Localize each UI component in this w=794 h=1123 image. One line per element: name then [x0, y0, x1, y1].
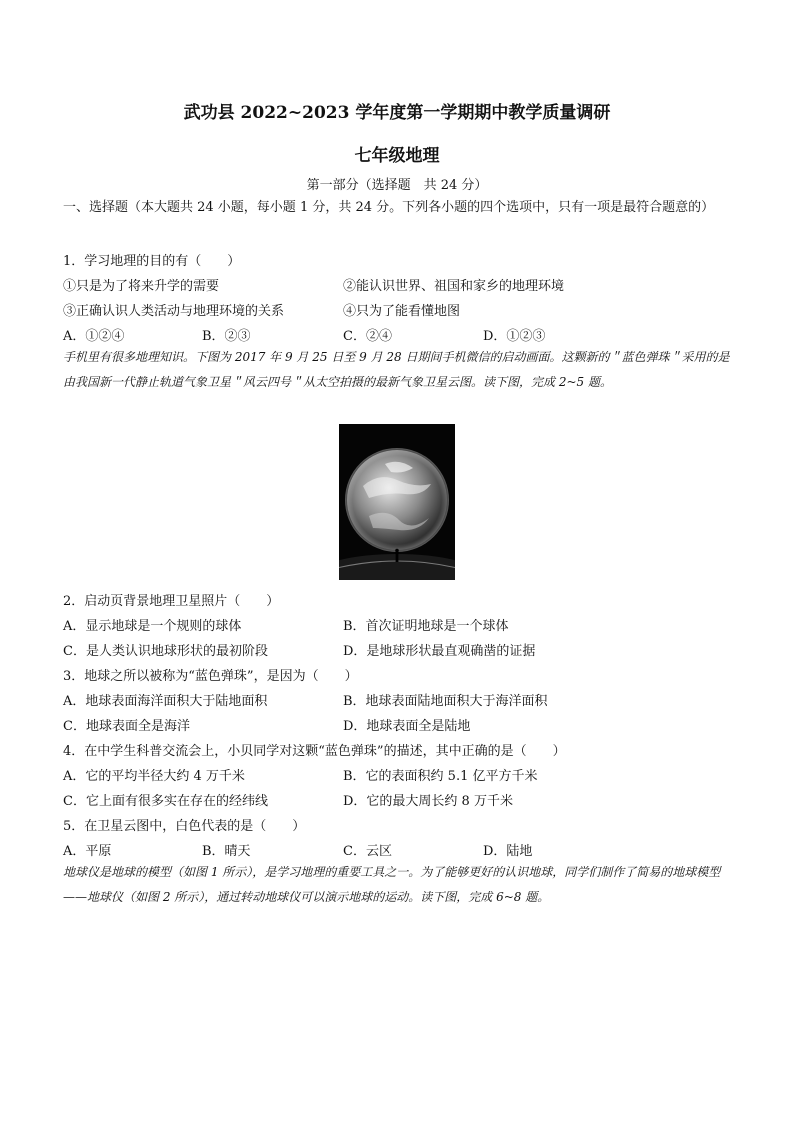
passage-2-5: 手机里有很多地理知识。下图为 2017 年 9 月 25 日至 9 月 28 日期间手机微信的启动画面。这颗新的＂蓝色弹珠＂采用的是由我国新一代静止轨道气象卫星＂风云四号＂从太空拍摄的最新气象卫星云图。读下图，完成 2~5 题。 [63, 350, 730, 389]
question-4-option-b[interactable]: B．它的表面积约 5.1 亿平方千米 [343, 769, 538, 784]
question-2-option-c[interactable]: C．是人类认识地球形状的最初阶段 [63, 644, 268, 659]
question-1-item-3: ③正确认识人类活动与地理环境的关系 [63, 304, 285, 319]
question-2-option-a[interactable]: A．显示地球是一个规则的球体 [63, 619, 242, 634]
question-4-option-d[interactable]: D．它的最大周长约 8 万千米 [343, 794, 513, 809]
earth-icon [339, 424, 455, 580]
question-1-option-a[interactable]: A．①②④ [63, 329, 125, 344]
question-5-option-a[interactable]: A．平原 [63, 844, 112, 859]
question-3-option-d[interactable]: D．地球表面全是陆地 [343, 719, 471, 734]
question-2-stem: 2．启动页背景地理卫星照片（ ） [63, 594, 280, 609]
passage-6-8: 地球仪是地球的模型（如图 1 所示），是学习地理的重要工具之一。为了能够更好的认识地球，同学们制作了简易的地球模型——地球仪（如图 2 所示），通过转动地球仪可以演示地球的运动。读下图，完成 6~8 题。 [63, 865, 721, 904]
question-5-option-c[interactable]: C．云区 [343, 844, 392, 859]
question-1-option-c[interactable]: C．②④ [343, 329, 392, 344]
question-3-option-a[interactable]: A．地球表面海洋面积大于陆地面积 [63, 694, 268, 709]
question-4-stem: 4．在中学生科普交流会上，小贝同学对这颗“蓝色弹珠”的描述，其中正确的是（ ） [63, 744, 566, 759]
question-5-option-b[interactable]: B．晴天 [202, 844, 251, 859]
question-4-option-c[interactable]: C．它上面有很多实在存在的经纬线 [63, 794, 268, 809]
question-3-option-c[interactable]: C．地球表面全是海洋 [63, 719, 190, 734]
exam-title: 武功县 2022~2023 学年度第一学期期中教学质量调研 [183, 103, 611, 123]
question-2-option-d[interactable]: D．是地球形状最直观确凿的证据 [343, 644, 536, 659]
part-heading: 第一部分（选择题 共 24 分） [306, 178, 488, 193]
question-1-item-4: ④只为了能看懂地图 [343, 304, 461, 319]
question-5-option-d[interactable]: D．陆地 [483, 844, 533, 859]
question-4-option-a[interactable]: A．它的平均半径大约 4 万千米 [63, 769, 245, 784]
question-3-stem: 3．地球之所以被称为“蓝色弹珠”，是因为（ ） [63, 669, 358, 684]
question-3-option-b[interactable]: B．地球表面陆地面积大于海洋面积 [343, 694, 548, 709]
question-1-item-1: ①只是为了将来升学的需要 [63, 279, 220, 294]
question-1-stem: 1．学习地理的目的有（ ） [63, 254, 241, 269]
question-5-stem: 5．在卫星云图中，白色代表的是（ ） [63, 819, 306, 834]
question-1-option-d[interactable]: D．①②③ [483, 329, 546, 344]
section-instructions: 一、选择题（本大题共 24 小题，每小题 1 分，共 24 分。下列各小题的四个选项中，只有一项是最符合题意的） [63, 200, 715, 215]
question-2-option-b[interactable]: B．首次证明地球是一个球体 [343, 619, 509, 634]
question-1-item-2: ②能认识世界、祖国和家乡的地理环境 [343, 279, 565, 294]
earth-satellite-image [339, 424, 455, 580]
question-1-option-b[interactable]: B．②③ [202, 329, 251, 344]
subject-title: 七年级地理 [354, 146, 440, 166]
